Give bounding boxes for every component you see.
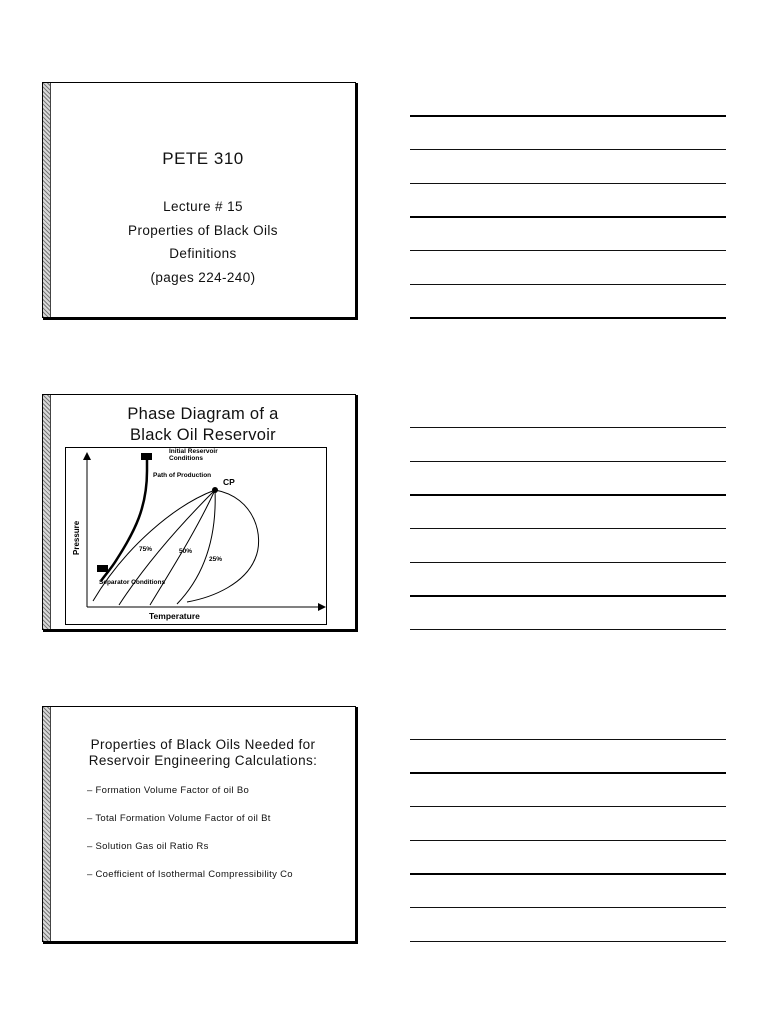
note-line bbox=[410, 629, 726, 630]
note-line bbox=[410, 806, 726, 807]
y-axis-label: Pressure bbox=[72, 520, 81, 555]
note-line bbox=[410, 317, 726, 319]
quality-label-50: 50% bbox=[179, 548, 193, 555]
note-line bbox=[410, 183, 726, 184]
critical-point-label: CP bbox=[223, 477, 235, 487]
note-line bbox=[410, 427, 726, 428]
slide-2-title-line-1: Phase Diagram of a bbox=[127, 405, 279, 423]
list-item: – Coefficient of Isothermal Compressibility Co bbox=[87, 869, 293, 880]
quality-label-75: 75% bbox=[139, 546, 153, 553]
dew-point-curve bbox=[187, 490, 259, 602]
lecture-topic: Properties of Black Oils bbox=[128, 222, 278, 238]
path-of-production-label: Path of Production bbox=[153, 472, 212, 479]
phase-diagram-drawing bbox=[65, 447, 327, 625]
note-line bbox=[410, 216, 726, 218]
x-axis-label: Temperature bbox=[149, 611, 200, 621]
list-item: – Formation Volume Factor of oil Bo bbox=[87, 785, 250, 796]
list-item: – Total Formation Volume Factor of oil Bt bbox=[87, 813, 271, 824]
note-line bbox=[410, 115, 726, 117]
slide-3 bbox=[42, 706, 356, 942]
slide-2-title bbox=[51, 404, 355, 446]
slide-2-title-line-2: Black Oil Reservoir bbox=[130, 426, 276, 444]
initial-conditions-label-1: Initial Reservoir bbox=[169, 448, 218, 455]
lecture-subtopic: Definitions bbox=[169, 246, 237, 261]
slide-3-title-line-1: Properties of Black Oils Needed for bbox=[90, 737, 316, 752]
note-line bbox=[410, 250, 726, 251]
slide-1-title: PETE 310 bbox=[162, 149, 244, 168]
production-path bbox=[101, 455, 147, 581]
note-line bbox=[410, 284, 726, 285]
note-line bbox=[410, 494, 726, 496]
separator-conditions-label: Separator Conditions bbox=[99, 579, 166, 586]
slide-1 bbox=[42, 82, 356, 318]
note-line bbox=[410, 528, 726, 529]
note-line bbox=[410, 941, 726, 942]
page-reference: (pages 224-240) bbox=[150, 269, 256, 285]
note-line bbox=[410, 840, 726, 841]
lecture-number: Lecture # 15 bbox=[163, 199, 243, 214]
initial-condition-marker bbox=[141, 453, 152, 460]
quality-label-25: 25% bbox=[209, 556, 223, 563]
phase-diagram bbox=[65, 447, 327, 625]
note-line bbox=[410, 739, 726, 740]
note-line bbox=[410, 772, 726, 774]
initial-conditions-label-2: Conditions bbox=[169, 455, 203, 462]
list-item: – Solution Gas oil Ratio Rs bbox=[87, 841, 209, 852]
separator-condition-marker bbox=[97, 565, 108, 572]
slide-1-body bbox=[51, 195, 355, 289]
note-line bbox=[410, 562, 726, 563]
slide-3-title-line-2: Reservoir Engineering Calculations: bbox=[88, 752, 318, 768]
critical-point bbox=[212, 487, 218, 493]
slide-2 bbox=[42, 394, 356, 630]
note-line bbox=[410, 461, 726, 462]
properties-list bbox=[87, 785, 293, 897]
note-line bbox=[410, 907, 726, 908]
note-line bbox=[410, 873, 726, 875]
note-line bbox=[410, 595, 726, 597]
slide-3-title bbox=[51, 737, 355, 768]
note-line bbox=[410, 149, 726, 150]
quality-line-25 bbox=[177, 490, 215, 604]
